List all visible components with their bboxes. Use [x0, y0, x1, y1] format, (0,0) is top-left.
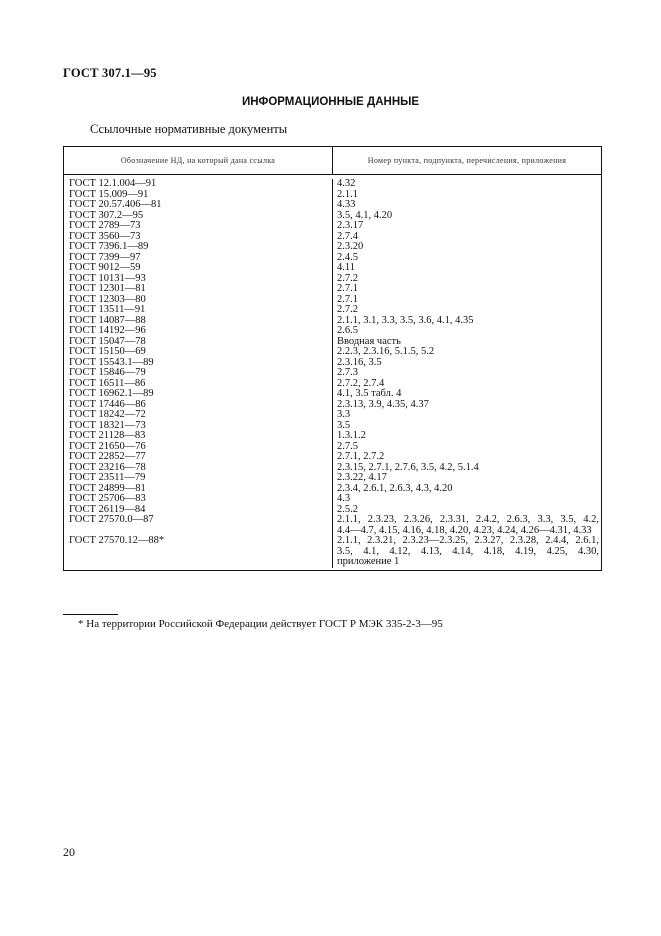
table-cell-document: ГОСТ 12303—80: [69, 293, 146, 305]
table-cell-clauses: 2.1.1, 3.1, 3.3, 3.5, 3.6, 4.1, 4.35: [337, 314, 474, 326]
table-cell-clauses: 2.3.20: [337, 241, 364, 252]
table-cell-clauses: 2.3.17: [337, 220, 364, 231]
table-cell-document: ГОСТ 20.57.406—81: [69, 199, 162, 210]
table-cell-clauses: 3.5: [337, 419, 351, 431]
table-cell-clauses: 2.7.3: [337, 367, 358, 378]
table-cell-document: ГОСТ 27570.0—87: [69, 514, 154, 525]
table-cell-clauses: 4.32: [337, 179, 356, 189]
table-cell-document: ГОСТ 21128—83: [69, 430, 146, 441]
table-cell-document: ГОСТ 15846—79: [69, 367, 146, 378]
table-cell-clauses: 2.5.2: [337, 503, 358, 515]
table-cell-clauses: 2.7.4: [337, 230, 358, 242]
table-cell-document: ГОСТ 15543.1—89: [69, 356, 154, 368]
clauses-column: [333, 179, 601, 568]
table-cell-clauses: 3.5, 4.1, 4.20: [337, 209, 393, 221]
table-cell-document: ГОСТ 7396.1—89: [69, 241, 149, 252]
table-cell-clauses: 2.1.1, 2.3.23, 2.3.26, 2.3.31, 2.4.2, 2.6.3, 3.3, 3.5, 4.2,: [337, 514, 599, 525]
table-cell-clauses: 2.7.1: [337, 293, 358, 305]
table-cell-document: ГОСТ 307.2—95: [69, 209, 144, 221]
table-cell-clauses: 2.3.15, 2.7.1, 2.7.6, 3.5, 4.2, 5.1.4: [337, 461, 479, 473]
table-cell-clauses: 2.7.2: [337, 272, 358, 284]
table-cell-document: ГОСТ 26119—84: [69, 503, 146, 515]
table-cell-document: ГОСТ 23511—79: [69, 472, 146, 483]
table-cell-document: ГОСТ 15150—69: [69, 346, 146, 357]
table-cell-document: ГОСТ 12301—81: [69, 283, 146, 294]
references-table: [63, 146, 602, 571]
table-cell-document: ГОСТ 12.1.004—91: [69, 178, 157, 189]
table-header-row: [64, 147, 601, 175]
table-cell-document: ГОСТ 15047—78: [69, 335, 146, 347]
document-column: [64, 179, 333, 568]
table-cell-clauses: 2.2.3, 2.3.16, 5.1.5, 5.2: [337, 346, 435, 357]
table-cell-document: ГОСТ 3560—73: [69, 230, 141, 242]
table-cell-clauses: 2.3.22, 4.17: [337, 472, 387, 483]
footnote-rule: [63, 614, 118, 615]
table-cell-clauses: 2.7.2, 2.7.4: [337, 377, 385, 389]
table-cell-clauses: 2.7.1, 2.7.2: [337, 451, 385, 462]
table-cell-document: ГОСТ 7399—97: [69, 251, 141, 263]
table-cell-document: ГОСТ 24899—81: [69, 482, 146, 494]
header-document-designation: Обозначение НД, на который дана ссылка: [64, 147, 333, 174]
table-cell-document: ГОСТ 27570.12—88*: [69, 535, 165, 546]
table-cell-clauses: приложение 1: [337, 556, 400, 567]
table-cell-clauses: 2.7.2: [337, 304, 358, 315]
document-code: ГОСТ 307.1—95: [63, 66, 157, 80]
table-cell-document: ГОСТ 13511—91: [69, 304, 146, 315]
table-cell-clauses: Вводная часть: [337, 335, 401, 347]
section-subtitle: Ссылочные нормативные документы: [90, 122, 288, 136]
table-cell-clauses: 3.3: [337, 409, 351, 420]
table-cell-document: ГОСТ 25706—83: [69, 493, 146, 504]
table-cell-clauses: 2.1.1, 2.3.21, 2.3.23—2.3.25, 2.3.27, 2.3.28, 2.4.4, 2.6.1,: [337, 535, 599, 546]
table-cell-clauses: 1.3.1.2: [337, 430, 366, 441]
table-cell-clauses: 2.1.1: [337, 188, 358, 200]
header-clause-numbers: Номер пункта, подпункта, перечисления, приложения: [367, 156, 567, 165]
table-cell-document: ГОСТ 10131—93: [69, 272, 146, 284]
table-cell-document: ГОСТ 18321—73: [69, 419, 146, 431]
table-cell-document: ГОСТ 14087—88: [69, 314, 146, 326]
table-cell-document: ГОСТ 16962.1—89: [69, 388, 154, 399]
table-cell-clauses: 2.7.5: [337, 440, 358, 452]
table-cell-clauses: 2.6.5: [337, 325, 358, 336]
table-cell-clauses: 2.3.4, 2.6.1, 2.6.3, 4.3, 4.20: [337, 482, 453, 494]
table-cell-spacer: [64, 547, 332, 558]
table-cell-clauses: 2.3.13, 3.9, 4.35, 4.37: [337, 398, 429, 410]
table-cell-document: ГОСТ 2789—73: [69, 220, 141, 231]
table-cell-document: ГОСТ 16511—86: [69, 377, 146, 389]
table-cell-document: ГОСТ 22852—77: [69, 451, 146, 462]
table-cell-clauses: 4.4—4.7, 4.15, 4.16, 4.18, 4.20, 4.23, 4.24, 4.26—4.31, 4.33: [337, 524, 592, 536]
table-cell-document: ГОСТ 15.009—91: [69, 188, 149, 200]
table-body: [64, 175, 601, 570]
table-cell-clauses: 2.7.1: [337, 283, 358, 294]
table-cell-document: ГОСТ 21650—76: [69, 440, 146, 452]
table-cell-clauses: 4.33: [337, 199, 356, 210]
section-title: ИНФОРМАЦИОННЫЕ ДАННЫЕ: [241, 96, 420, 108]
table-cell-document: ГОСТ 18242—72: [69, 409, 146, 420]
table-cell-clauses: 4.11: [337, 262, 355, 273]
page-number: 20: [63, 845, 75, 859]
table-cell-document: ГОСТ 9012—59: [69, 262, 141, 273]
table-cell-clauses: 2.4.5: [337, 251, 358, 263]
table-cell-clauses: 2.3.16, 3.5: [337, 356, 382, 368]
table-cell-clauses: 4.3: [337, 493, 351, 504]
table-cell-document: ГОСТ 14192—96: [69, 325, 146, 336]
table-cell-spacer: [64, 557, 332, 568]
table-cell-clauses: 3.5, 4.1, 4.12, 4.13, 4.14, 4.18, 4.19, 4.25, 4.30,: [337, 545, 599, 557]
footnote: * На территории Российской Федерации действует ГОСТ Р МЭК 335-2-3—95: [78, 618, 443, 630]
table-cell-document: ГОСТ 23216—78: [69, 461, 146, 473]
table-cell-document: ГОСТ 17446—86: [69, 398, 146, 410]
table-cell-clauses: 4.1, 3.5 табл. 4: [337, 388, 402, 399]
